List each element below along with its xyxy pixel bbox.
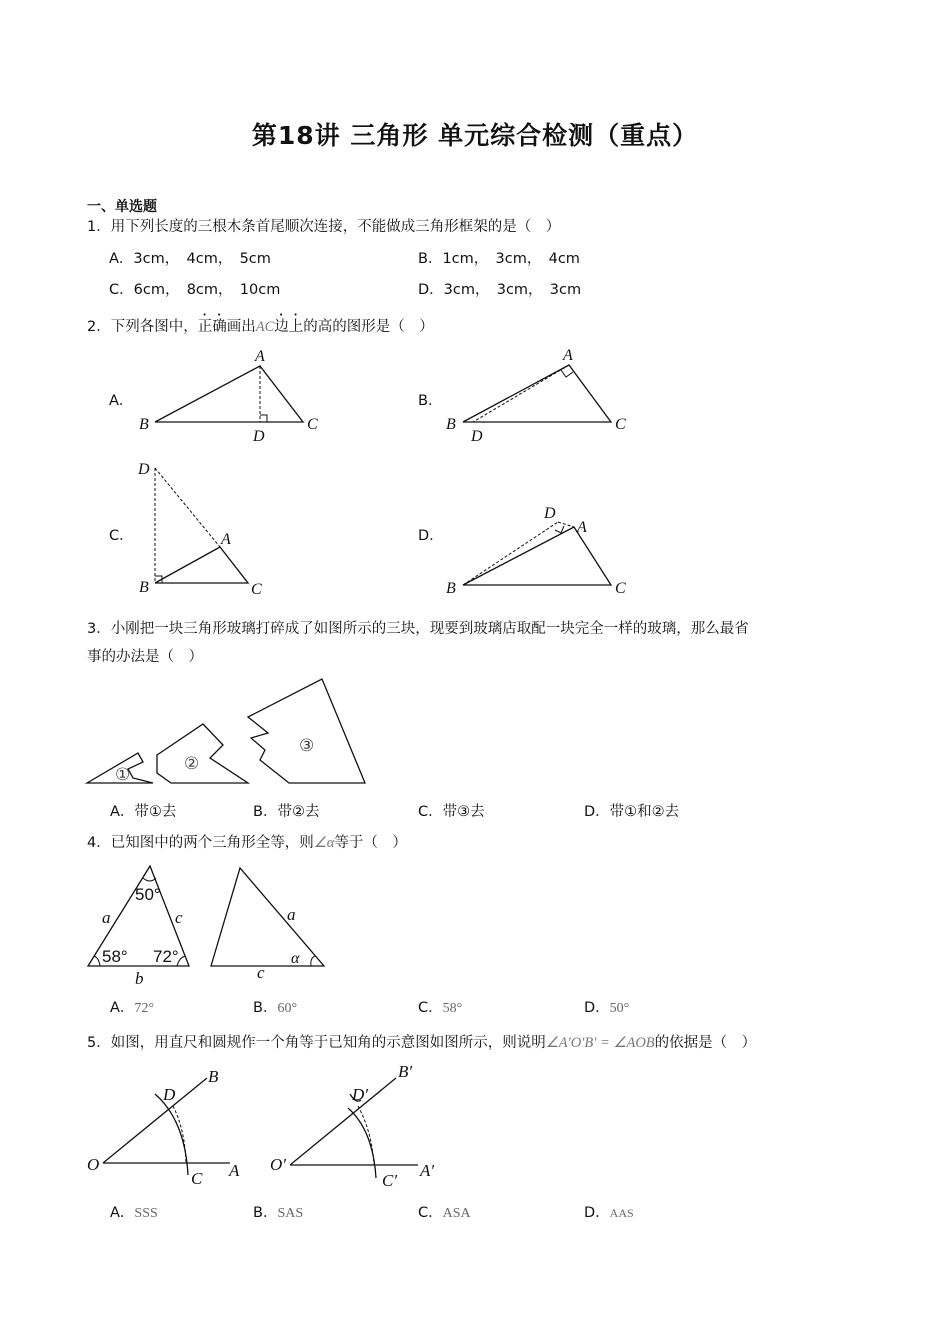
q4-option-d-label: D． [584,1000,610,1016]
svg-text:O′: O′ [270,1155,286,1174]
q3-option-c[interactable]: C．带③去 [418,804,485,820]
svg-text:A: A [229,1161,240,1180]
q2-math-ac: AC [255,319,275,335]
q2-stem-part3: 的高的图形是（ ） [303,319,434,335]
q5-option-d-label: D． [584,1205,610,1221]
q2-stem-part2: 画出 [226,319,256,335]
q1-option-d[interactable]: D．3cm， 3cm， 3cm [418,282,582,298]
q2-figure-d [443,500,643,600]
q4-option-c[interactable] [418,996,462,1017]
svg-text:B: B [446,416,456,433]
svg-text:a: a [287,905,296,924]
glass-piece-3 [248,679,365,783]
piece-1-label: ① [115,765,131,784]
svg-text:C: C [615,580,626,597]
q1-option-c[interactable]: C．6cm， 8cm， 10cm [109,282,281,298]
svg-text:C: C [307,416,318,433]
q4-option-d-value: 50° [609,1001,630,1016]
q2-stem [87,311,434,336]
page-title: 第18讲 三角形 单元综合检测（重点） [251,121,699,150]
q2-stem-part1: 2．下列各图中， [87,319,198,335]
q4-option-b[interactable] [253,996,297,1017]
q4-option-a-label: A． [110,1000,135,1016]
q5-option-b-value: SAS [277,1206,304,1221]
svg-text:C: C [251,581,262,598]
q2-emphasis-correct: 正确 [197,319,227,335]
q4-stem [87,831,407,852]
svg-text:B′: B′ [398,1062,413,1081]
q4-option-a[interactable] [110,996,154,1017]
q4-option-d[interactable] [584,996,629,1017]
svg-text:D′: D′ [352,1085,368,1104]
q5-option-a-value: SSS [134,1206,158,1221]
q5-stem-part2: 的依据是（ ） [654,1035,757,1051]
q1-stem: 1．用下列长度的三根木条首尾顺次连接，不能做成三角形框架的是（ ） [87,219,561,235]
svg-text:A: A [577,519,587,536]
q2-option-b[interactable]: B． [418,393,443,409]
q4-option-b-label: B． [253,1000,278,1016]
svg-text:c: c [175,908,183,927]
svg-text:B: B [139,416,149,433]
q2-figure-c [135,458,275,598]
q5-stem [87,1031,756,1052]
svg-text:C: C [191,1169,203,1188]
q5-option-c[interactable] [418,1201,471,1222]
svg-text:50°: 50° [135,885,161,904]
q2-option-a[interactable]: A． [109,393,134,409]
piece-3-label: ③ [299,736,315,755]
q4-option-c-label: C． [418,1000,443,1016]
q3-glass-pieces-figure [85,675,375,795]
q4-option-c-value: 58° [442,1001,463,1016]
svg-text:B: B [139,579,149,596]
q2-figure-b [443,345,643,445]
svg-text:D: D [163,1085,176,1104]
q5-stem-part1: 5．如图，用直尺和圆规作一个角等于已知角的示意图如图所示，则说明 [87,1035,546,1051]
svg-text:c: c [257,963,265,982]
svg-text:D: D [138,461,150,478]
svg-text:C′: C′ [382,1171,398,1190]
svg-text:O: O [87,1155,100,1174]
q5-option-a-label: A． [110,1205,135,1221]
svg-text:α: α [291,950,300,967]
q4-triangle-2 [205,860,335,990]
q4-option-b-value: 60° [277,1001,298,1016]
svg-text:72°: 72° [153,947,179,966]
svg-text:C: C [615,416,626,433]
svg-text:B: B [446,580,456,597]
q3-stem-line2: 事的办法是（ ） [87,649,203,665]
q1-option-b[interactable]: B．1cm， 3cm， 4cm [418,251,580,267]
q4-stem-part2: 等于（ ） [334,835,407,851]
q1-option-a[interactable]: A．3cm， 4cm， 5cm [109,251,271,267]
q3-option-d[interactable]: D．带①和②去 [584,804,680,820]
q5-option-c-value: ASA [442,1206,471,1221]
svg-text:a: a [102,908,111,927]
svg-text:A: A [255,348,265,365]
piece-2-label: ② [184,754,200,773]
q2-option-d[interactable]: D． [418,528,444,544]
glass-piece-2 [157,724,248,783]
q5-option-b-label: B． [253,1205,278,1221]
q2-emphasis-side: 边上 [274,319,304,335]
svg-text:b: b [135,969,144,988]
svg-text:B: B [208,1067,219,1086]
q5-option-c-label: C． [418,1205,443,1221]
q5-option-d-value: AAS [609,1206,634,1220]
q4-triangle-1 [85,860,205,990]
q5-figure-original-angle [85,1060,255,1190]
svg-text:A: A [221,531,231,548]
q4-option-a-value: 72° [134,1001,155,1016]
q4-math-alpha: ∠α [313,835,335,851]
section-heading: 一、单选题 [87,199,157,215]
q3-option-b[interactable]: B．带②去 [253,804,320,820]
svg-text:58°: 58° [102,947,128,966]
q5-figure-constructed-angle [268,1060,458,1190]
svg-text:D: D [471,428,483,445]
svg-text:D: D [253,428,265,445]
q3-option-a[interactable]: A．带①去 [110,804,177,820]
svg-text:A: A [563,347,573,364]
q5-option-a[interactable] [110,1201,158,1222]
q2-option-c[interactable]: C． [109,528,134,544]
q5-math-angles: ∠A′O′B′ = ∠AOB [545,1035,655,1051]
q5-option-b[interactable] [253,1201,303,1222]
q2-figure-a [135,345,325,445]
q5-option-d[interactable] [584,1201,634,1222]
svg-text:A′: A′ [420,1161,435,1180]
q3-stem-line1: 3．小刚把一块三角形玻璃打碎成了如图所示的三块，现要到玻璃店取配一块完全一样的玻璃，那么最省 [87,621,749,637]
svg-text:D: D [544,505,556,522]
q4-stem-part1: 4．已知图中的两个三角形全等，则 [87,835,314,851]
